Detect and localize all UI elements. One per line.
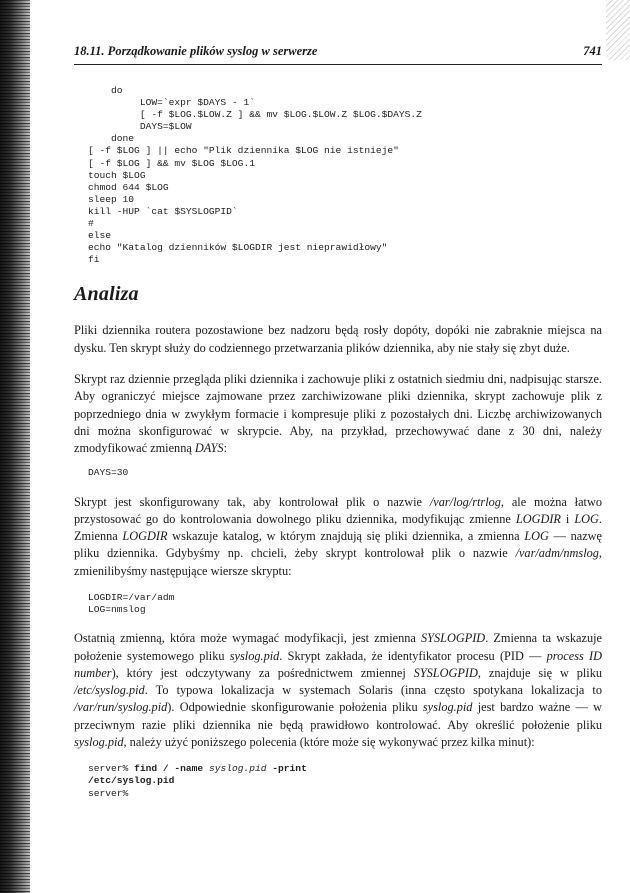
paragraph-intro: Pliki dziennika routera pozostawione bez nadzoru będą rosły dopóty, dopóki nie zabraknie miejsca na dysku. Ten skrypt służy do codziennego przetwarzania plików dziennika, aby nie stały się zbyt duże. xyxy=(74,323,602,355)
script-line: [ -f $LOG.$LOW.Z ] && mv $LOG.$LOW.Z $LOG.$DAYS.Z xyxy=(88,109,422,121)
paragraph-text: Skrypt raz dziennie przegląda pliki dziennika i zachowuje pliki z ostatnich siedmiu dni, nadpisując starsze. Aby ograniczyć miejsce zajmowane przez zarchiwizowane pliki dziennika, skrypt zachowuje plik z poprzedniego dnia w zwykłym formacie i kompresuje pliki z pozostałych dni. Liczbę archiwizowanych dni można skonfigurować w skrypcie. Aby, na przykład, przechowywać dane z 30 dni, należy zmodyfikować zmienną xyxy=(74,372,602,456)
code-line: LOGDIR=/var/adm xyxy=(88,592,175,604)
term-process-id: process ID number xyxy=(74,648,602,680)
section-heading: Analiza xyxy=(74,283,139,306)
var-logdir: LOGDIR xyxy=(515,511,561,526)
arg-syslog-pid: syslog.pid xyxy=(208,763,267,775)
scan-binding-edge xyxy=(0,0,30,893)
path-nmslog: /var/adm/nmslog xyxy=(515,546,599,561)
script-line: DAYS=$LOW xyxy=(88,121,192,133)
paragraph-text: . Zmienna ta wskazuje położenie systemowego pliku xyxy=(74,631,602,663)
var-log: LOG xyxy=(524,529,549,544)
paragraph-text: , należy użyć poniższego polecenia (które może się wykonywać przez kilka minut): xyxy=(123,735,535,750)
script-line: done xyxy=(88,133,135,145)
code-line-result xyxy=(88,775,602,787)
cmd-find: find xyxy=(134,763,158,775)
script-line: LOW=`expr $DAYS - 1` xyxy=(88,97,255,109)
script-line: # xyxy=(88,218,94,230)
paragraph-text: wskazuje katalog, w którym znajdują się pliki dziennika, a zmienna xyxy=(167,529,525,544)
var-days: DAYS xyxy=(194,441,224,456)
paragraph-retention xyxy=(74,371,602,457)
opt-print: -print xyxy=(272,763,307,775)
paragraph-syslogpid xyxy=(74,630,602,751)
find-result: /etc/syslog.pid xyxy=(88,775,175,787)
script-line: touch $LOG xyxy=(88,169,146,181)
page-number: 741 xyxy=(583,44,602,58)
script-line: else xyxy=(88,230,112,242)
code-find-command xyxy=(88,763,602,799)
paragraph-text: . To typowa lokalizacja w systemach Solaris (inna często spotykana lokalizacja to xyxy=(144,683,602,698)
path-var-run-syslog-pid: /var/run/syslog.pid xyxy=(74,700,168,715)
path-syslog-pid: syslog.pid xyxy=(422,700,473,715)
paragraph-text: , zmienilibyśmy następujące wiersze skryptu: xyxy=(74,546,602,578)
paragraph-text: . Skrypt zakłada, że identyfikator procesu (PID — xyxy=(279,648,547,663)
path-syslog-pid: syslog.pid xyxy=(229,648,280,663)
code-line: LOG=nmslog xyxy=(88,604,146,616)
paragraph-text: — nazwę pliku dziennika. Gdybyśmy np. chcieli, żeby skrypt kontrolował plik o nazwie xyxy=(74,529,602,561)
script-line: chmod 644 $LOG xyxy=(88,181,169,193)
running-head-title: 18.11. Porządkowanie plików syslog w serwerze xyxy=(74,44,318,58)
script-line: do xyxy=(88,85,123,96)
paragraph-text: Ostatnią zmienną, która może wymagać modyfikacji, jest zmienna xyxy=(74,631,421,646)
path-syslog-pid: syslog.pid xyxy=(74,735,124,750)
paragraph-text: . Zmienna xyxy=(74,511,602,544)
paragraph-text: i xyxy=(560,511,575,526)
opt-name: -name xyxy=(174,763,204,775)
scan-corner-noise xyxy=(606,0,630,60)
script-line: [ -f $LOG ] || echo "Plik dziennika $LOG nie istnieje" xyxy=(88,145,399,157)
running-head xyxy=(74,44,602,60)
cmd-root: / xyxy=(157,763,175,775)
path-rtrlog: /var/log/rtrlog xyxy=(429,494,501,509)
book-page xyxy=(74,44,602,800)
code-line-find xyxy=(88,763,602,775)
path-etc-syslog-pid: /etc/syslog.pid xyxy=(74,683,145,698)
var-logdir: LOGDIR xyxy=(122,529,168,544)
script-line: sleep 10 xyxy=(88,193,135,205)
paragraph-text: jest bardzo ważne — w przeciwnym razie pliki dziennika nie będą prawidłowo kontrolować. Aby określić położenie pliku xyxy=(74,700,603,732)
paragraph-text: ). Odpowiednie skonfigurowanie położenia pliku xyxy=(167,700,423,715)
script-line: [ -f $LOG ] && mv $LOG $LOG.1 xyxy=(88,157,255,169)
code-days: DAYS=30 xyxy=(88,467,129,479)
paragraph-config xyxy=(74,494,602,580)
var-syslogpid: SYSLOGPID xyxy=(413,665,478,680)
paragraph-text: : xyxy=(223,441,227,456)
paragraph-text: ), który jest odczytywany za pośrednictwem zmiennej xyxy=(111,665,414,680)
header-rule xyxy=(74,64,602,65)
paragraph-text: , ale można łatwo przystosować go do kontrolowania dowolnego pliku dziennika, modyfikując zmienne xyxy=(74,494,602,526)
paragraph-text: , znajduje się w pliku xyxy=(477,665,602,680)
code-line-prompt xyxy=(88,788,602,800)
script-line: echo "Katalog dzienników $LOGDIR jest nieprawidłowy" xyxy=(88,242,388,254)
script-listing xyxy=(88,85,602,266)
var-log: LOG xyxy=(574,511,599,526)
code-logdir xyxy=(88,592,602,616)
shell-prompt: server% xyxy=(88,763,135,775)
paragraph-text: Skrypt jest skonfigurowany tak, aby kontrolował plik o nazwie xyxy=(74,494,430,509)
var-syslogpid: SYSLOGPID xyxy=(420,631,486,646)
script-line: kill -HUP `cat $SYSLOGPID` xyxy=(88,205,238,217)
script-line: fi xyxy=(88,254,100,266)
shell-prompt: server% xyxy=(88,787,129,799)
